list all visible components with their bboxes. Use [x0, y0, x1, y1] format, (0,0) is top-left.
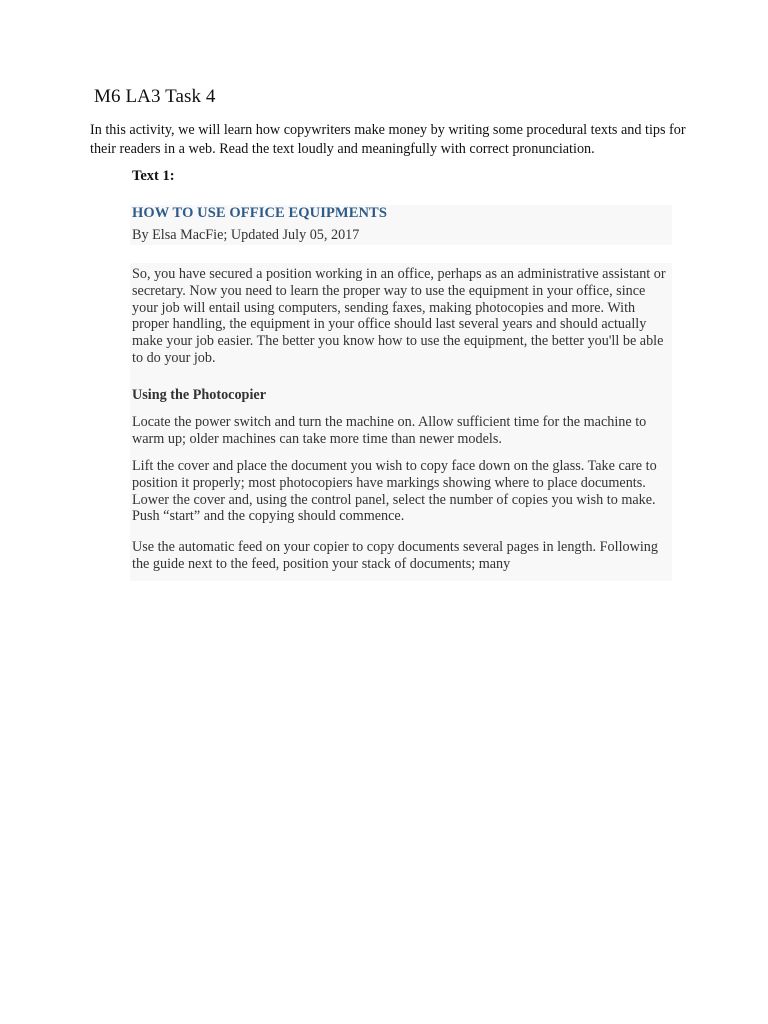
section-heading: Using the Photocopier: [132, 387, 266, 403]
text-label: Text 1:: [132, 168, 175, 184]
article-header: [130, 205, 672, 245]
article-title: HOW TO USE OFFICE EQUIPMENTS: [132, 205, 387, 221]
intro-paragraph: In this activity, we will learn how copywriters make money by writing some procedural texts and tips for their readers in a web. Read the text loudly and meaningfully with correct pronunciation.: [90, 122, 686, 157]
page-title: M6 LA3 Task 4: [94, 86, 216, 107]
article-byline: By Elsa MacFie; Updated July 05, 2017: [132, 227, 360, 243]
article-paragraph: Lift the cover and place the document you wish to copy face down on the glass. Take care to position it properly; most photocopiers have markings showing where to place documents. Lower the cover and, using the control panel, select the number of copies you wish to make. Push “start” and the copying should commence.: [132, 458, 657, 525]
article-paragraph: Locate the power switch and turn the machine on. Allow sufficient time for the machine to warm up; older machines can take more time than newer models.: [132, 414, 647, 447]
article-body: [130, 263, 672, 581]
article-paragraph: Use the automatic feed on your copier to copy documents several pages in length. Following the guide next to the feed, position your stack of documents; many: [132, 539, 658, 572]
article-intro-paragraph: So, you have secured a position working in an office, perhaps as an administrative assistant or secretary. Now you need to learn the proper way to use the equipment in your office, since your job will entail using computers, sending faxes, making photocopies and more. With proper handling, the equipment in your office should last several years and should actually make your job easier. The better you know how to use the equipment, the better you'll be able to do your job.: [132, 266, 666, 366]
